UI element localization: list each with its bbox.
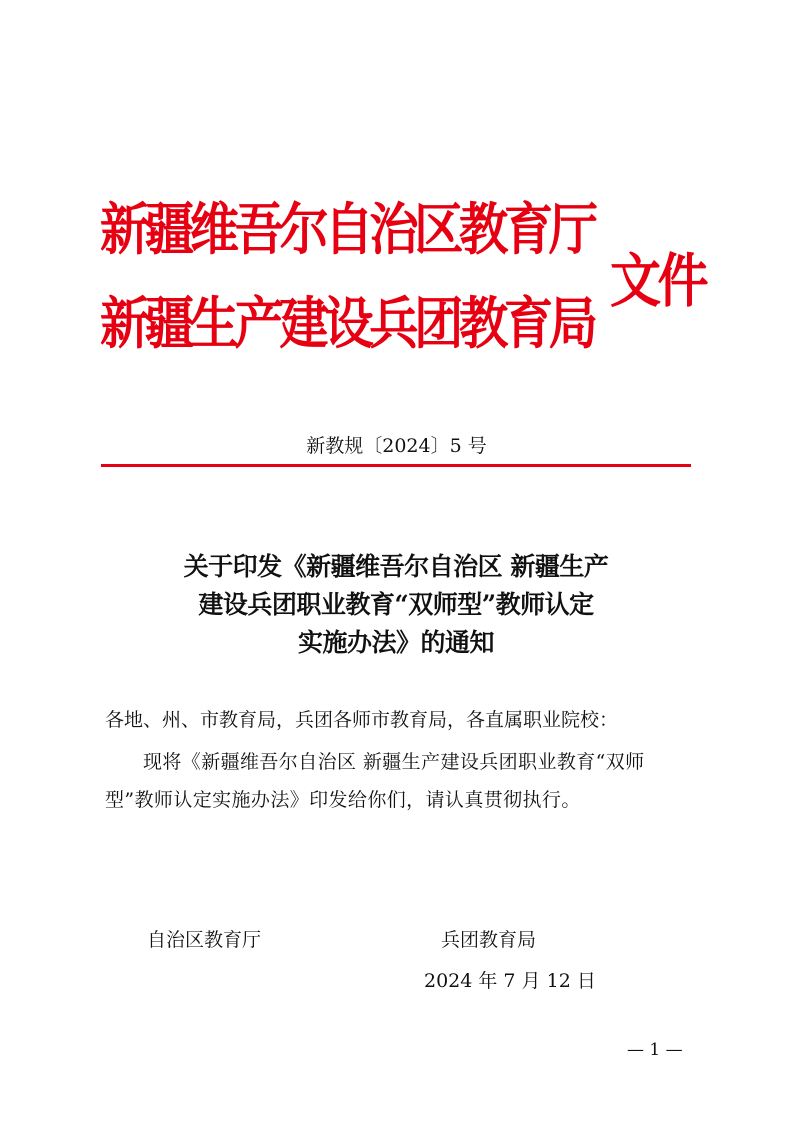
page-number: — 1 — <box>627 1040 683 1060</box>
body-paragraph: 现将《新疆维吾尔自治区 新疆生产建设兵团职业教育“双师型”教师认定实施办法》印发给你们，请认真贯彻执行。 <box>105 751 645 811</box>
notice-title-line-3: 实施办法》的通知 <box>297 628 494 657</box>
signature-right: 兵团教育局 <box>441 929 537 951</box>
header-divider <box>101 464 691 467</box>
document-number: 新教规〔2024〕5 号 <box>306 435 487 457</box>
notice-title-line-2: 建设兵团职业教育“双师型”教师认定 <box>198 590 594 619</box>
signature-date: 2024 年 7 月 12 日 <box>424 970 596 992</box>
signature-left: 自治区教育厅 <box>147 929 262 951</box>
document-header <box>100 186 706 376</box>
notice-title <box>96 548 696 662</box>
recipients: 各地、州、市教育局，兵团各师市教育局，各直属职业院校： <box>105 709 619 731</box>
notice-title-line-1: 关于印发《新疆维吾尔自治区 新疆生产 <box>183 552 609 581</box>
issuer-name-2: 新疆生产建设兵团教育局 <box>100 292 594 357</box>
issuer-name-1: 新疆维吾尔自治区教育厅 <box>100 198 594 263</box>
document-type-label: 文件 <box>610 247 706 315</box>
